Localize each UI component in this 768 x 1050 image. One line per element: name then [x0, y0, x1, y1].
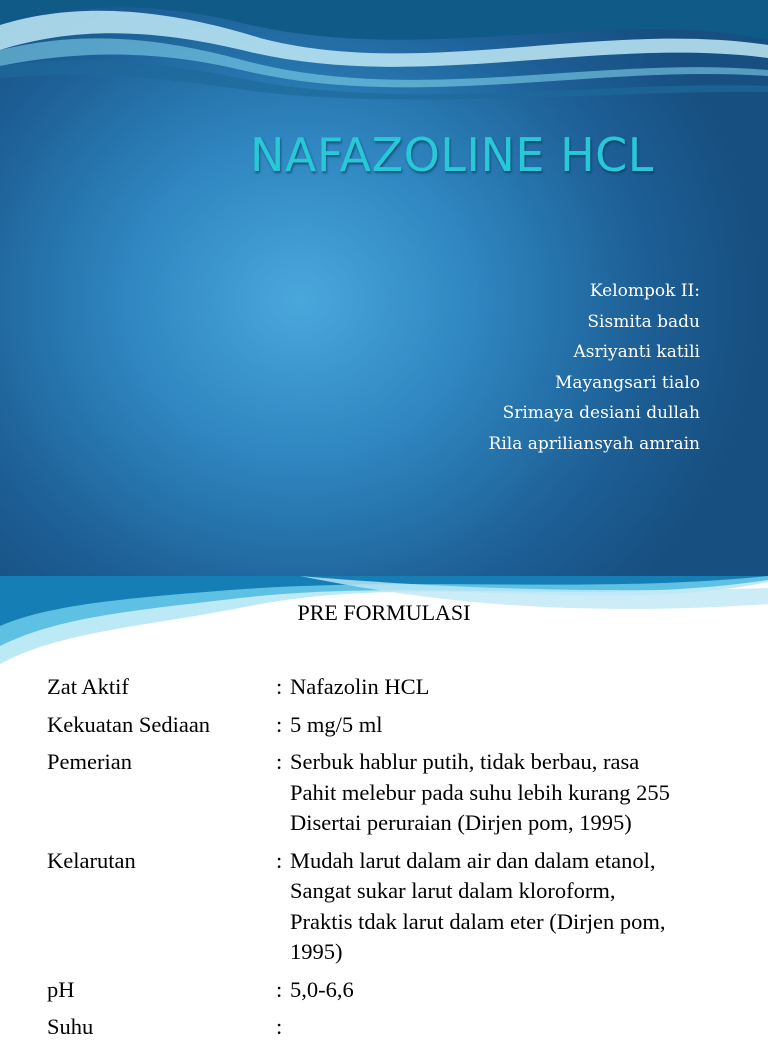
- row-label: Zat Aktif: [47, 674, 129, 699]
- value-line: Disertai peruraian (Dirjen pom, 1995): [290, 810, 632, 835]
- table-row: [47, 710, 747, 741]
- row-value: [290, 710, 747, 741]
- row-value: [290, 1012, 747, 1043]
- row-colon: :: [276, 749, 283, 774]
- row-value: [290, 747, 747, 839]
- member-name: Mayangsari tialo: [554, 372, 700, 393]
- group-members: [489, 276, 700, 459]
- row-value: [290, 846, 747, 968]
- table-row: [47, 846, 747, 968]
- row-colon: :: [276, 711, 283, 737]
- value-line: Mudah larut dalam air dan dalam etanol,: [290, 847, 656, 873]
- row-colon: :: [276, 976, 283, 1002]
- table-row: [47, 672, 747, 703]
- content-slide: [0, 576, 768, 1039]
- group-heading: Kelompok II:: [589, 281, 700, 301]
- row-label: Suhu: [47, 1014, 94, 1039]
- row-label: Kekuatan Sediaan: [47, 711, 211, 737]
- row-label: Kelarutan: [47, 847, 136, 873]
- top-wave-decoration: [0, 576, 768, 676]
- value-line: Praktis tdak larut dalam eter (Dirjen pom,: [290, 908, 666, 934]
- property-table: [47, 672, 747, 1050]
- row-label: pH: [47, 976, 75, 1002]
- row-colon: :: [276, 674, 283, 699]
- row-value: [290, 975, 747, 1006]
- member-name: Sismita badu: [587, 311, 700, 332]
- member-name: Srimaya desiani dullah: [502, 403, 700, 423]
- slide-title: NAFAZOLINE HCL: [250, 128, 654, 182]
- value-line: Serbuk hablur putih, tidak berbau, rasa: [290, 749, 640, 774]
- value-line: 5,0-6,6: [290, 976, 354, 1002]
- top-wave-decoration: [0, 0, 768, 110]
- row-colon: :: [276, 847, 283, 873]
- row-value: [290, 672, 747, 703]
- table-row: [47, 1012, 747, 1043]
- value-line: Nafazolin HCL: [290, 674, 430, 699]
- member-name: Asriyanti katili: [573, 342, 700, 362]
- row-colon: :: [276, 1014, 283, 1039]
- value-line: 5 mg/5 ml: [290, 711, 383, 737]
- value-line: Pahit melebur pada suhu lebih kurang 255: [290, 779, 670, 805]
- value-line: Sangat sukar larut dalam kloroform,: [290, 878, 616, 903]
- row-label: Pemerian: [47, 749, 132, 774]
- table-row: [47, 747, 747, 839]
- slide-heading: PRE FORMULASI: [297, 600, 471, 625]
- table-row: [47, 975, 747, 1006]
- value-line: 1995): [290, 939, 343, 964]
- member-name: Rila apriliansyah amrain: [488, 433, 700, 454]
